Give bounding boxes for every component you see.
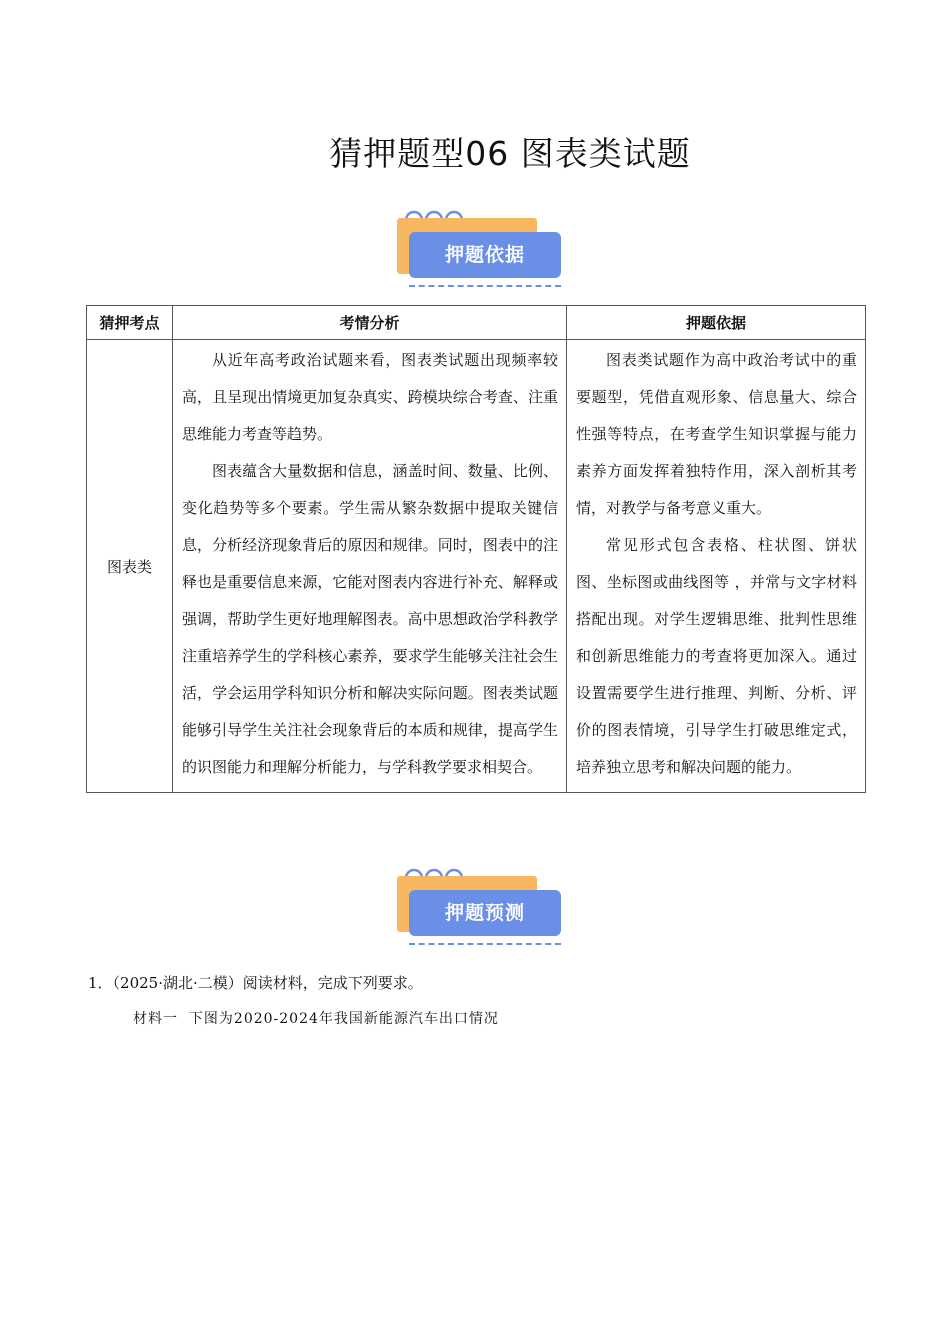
material-text: 下图为2020-2024年我国新能源汽车出口情况	[188, 1011, 499, 1027]
header-basis: 押题依据	[567, 306, 866, 340]
prediction-badge	[391, 862, 563, 952]
category-cell: 图表类	[87, 340, 173, 793]
basis-badge	[391, 204, 563, 294]
basis-cell	[567, 340, 866, 793]
badge-dash-line	[409, 285, 561, 287]
question-instruction: 阅读材料，完成下列要求。	[242, 974, 423, 992]
basis-badge-label: 押题依据	[444, 244, 525, 266]
material-label: 材料一	[133, 1011, 178, 1027]
question-line	[88, 972, 423, 993]
analysis-table	[86, 305, 866, 793]
analysis-cell	[173, 340, 567, 793]
badge-dash-line	[409, 943, 561, 945]
basis-paragraph: 常见形式包含表格、柱状图、饼状图、坐标图或曲线图等 ，并常与文字材料搭配出现。对学生逻辑思维、批判性思维和创新思维能力的考查将更加深入。通过设置需要学生进行推理、判断、分析、评价的图表情境，引导学生打破思维定式，培养独立思考和解决问题的能力。	[576, 536, 857, 776]
material-line	[133, 1008, 499, 1028]
question-number: 1．	[88, 974, 113, 992]
header-exam-point: 猜押考点	[87, 306, 173, 340]
prediction-badge-label: 押题预测	[444, 902, 525, 924]
table-row	[87, 340, 866, 793]
header-analysis: 考情分析	[173, 306, 567, 340]
analysis-paragraph: 从近年高考政治试题来看，图表类试题出现频率较高，且呈现出情境更加复杂真实、跨模块综合考查、注重思维能力考查等趋势。	[182, 351, 558, 443]
analysis-paragraph: 图表蕴含大量数据和信息，涵盖时间、数量、比例、变化趋势等多个要素。学生需从繁杂数据中提取关键信息，分析经济现象背后的原因和规律。同时，图表中的注释也是重要信息来源，它能对图表内容进行补充、解释或强调，帮助学生更好地理解图表。高中思想政治学科教学注重培养学生的学科核心素养，要求学生能够关注社会生活，学会运用学科知识分析和解决实际问题。图表类试题能够引导学生关注社会现象背后的本质和规律，提高学生的识图能力和理解分析能力，与学科教学要求相契合。	[182, 462, 558, 776]
page-title: 猜押题型06 图表类试题	[329, 134, 691, 173]
basis-paragraph: 图表类试题作为高中政治考试中的重要题型，凭借直观形象、信息量大、综合性强等特点，在考查学生知识掌握与能力素养方面发挥着独特作用，深入剖析其考情，对教学与备考意义重大。	[576, 351, 857, 517]
table-header-row	[87, 306, 866, 340]
question-source: （2025·湖北·二模）	[112, 974, 243, 992]
